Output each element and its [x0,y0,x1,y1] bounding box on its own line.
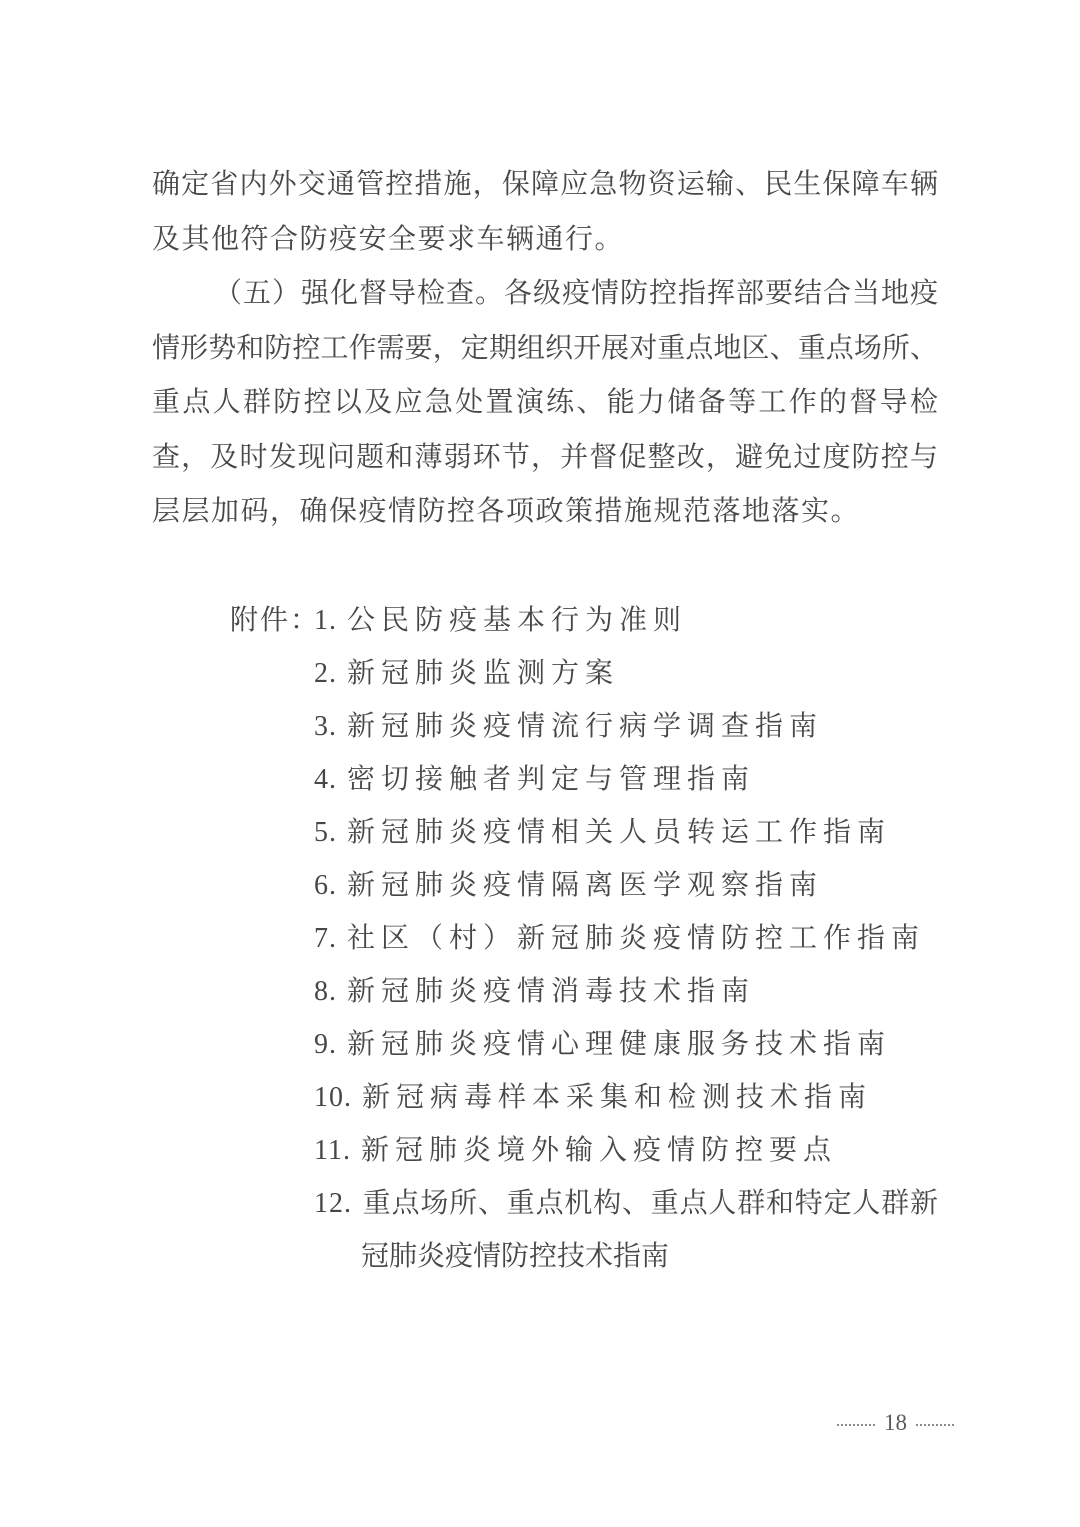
page-number-right-dots [916,1424,954,1426]
attachment-item-number: 5. [314,817,337,848]
attachment-list [230,594,938,1283]
page-number-value: 18 [884,1410,907,1435]
attachment-item-number: 6. [314,870,337,901]
attachment-item-2 [314,647,938,700]
page-number [837,1408,954,1438]
paragraph-2-line-1: （五）强化督导检查。各级疫情防控指挥部要结合当地疫 [214,278,938,309]
attachment-item-text: 新冠肺炎疫情心理健康服务技术指南 [347,1029,892,1060]
attachment-item-number: 10. [314,1082,352,1113]
attachment-item-number: 4. [314,764,337,795]
paragraph-2-line-4: 查，及时发现问题和薄弱环节，并督促整改，避免过度防控与 [152,441,938,473]
page-number-left-dots [837,1424,875,1426]
attachment-item-text: 新冠肺炎疫情流行病学调查指南 [347,711,824,742]
attachment-item-number: 9. [314,1029,337,1060]
paragraph-2-line-5: 层层加码，确保疫情防控各项政策措施规范落地落实。 [152,496,861,527]
attachment-item-text: 新冠肺炎境外输入疫情防控要点 [360,1135,837,1166]
attachment-item-8 [314,965,938,1018]
attachment-item-9 [314,1018,938,1071]
attachment-item-6 [314,859,938,912]
attachment-item-text: 新冠病毒样本采集和检测技术指南 [362,1082,873,1113]
attachment-item-text: 新冠肺炎疫情隔离医学观察指南 [347,870,824,901]
attachment-item-number: 11. [314,1135,351,1166]
attachment-label: 附件： [230,605,321,636]
attachment-item-10 [314,1071,938,1124]
attachment-item-text: 新冠肺炎疫情相关人员转运工作指南 [347,817,892,848]
attachment-item-number: 2. [314,658,337,689]
attachment-item-5 [314,806,938,859]
attachment-item-text: 社区（村）新冠肺炎疫情防控工作指南 [347,923,926,954]
attachment-item-1 [314,594,938,647]
attachment-item-11 [314,1124,938,1177]
attachment-item-number: 3. [314,711,337,742]
attachment-item-text: 新冠肺炎疫情消毒技术指南 [347,976,756,1007]
attachment-item-text: 新冠肺炎监测方案 [347,658,620,689]
body-paragraphs [152,158,938,540]
attachment-item-number: 1. [314,605,337,636]
attachment-item-7 [314,912,938,965]
attachment-item-text: 重点场所、重点机构、重点人群和特定人群新冠肺炎疫情防控技术指南 [361,1188,938,1272]
attachment-item-4 [314,753,938,806]
paragraph-2-line-2: 情形势和防控工作需要，定期组织开展对重点地区、重点场所、 [152,332,938,364]
attachment-item-number: 7. [314,923,337,954]
attachment-item-number: 8. [314,976,337,1007]
paragraph-1-line-1: 确定省内外交通管控措施，保障应急物资运输、民生保障车辆 [152,169,938,200]
attachment-item-text: 公民防疫基本行为准则 [347,605,688,636]
attachment-item-number: 12. [314,1188,352,1219]
attachment-item-text: 密切接触者判定与管理指南 [347,764,756,795]
paragraph-2-line-3: 重点人群防控以及应急处置演练、能力储备等工作的督导检 [152,387,938,418]
paragraph-1-line-2: 及其他符合防疫安全要求车辆通行。 [152,223,625,255]
attachment-item-3 [314,700,938,753]
attachment-item-12 [314,1177,938,1283]
